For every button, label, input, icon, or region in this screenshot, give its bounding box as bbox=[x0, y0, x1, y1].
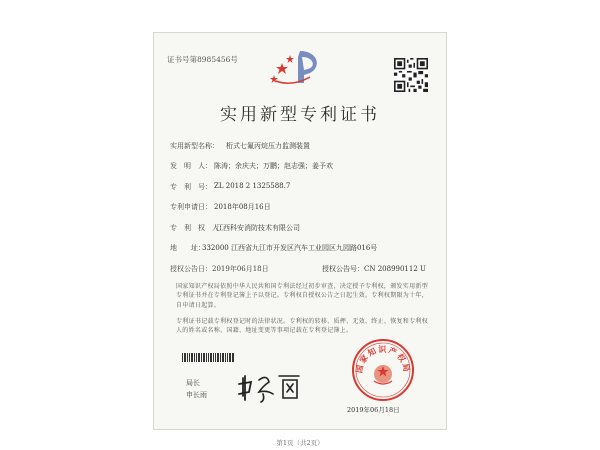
certificate-title: 实用新型专利证书 bbox=[220, 105, 380, 125]
director-name: 申长雨 bbox=[186, 391, 207, 399]
field-value-inventor: 陈涛；余庆夫；万鹏；赵志强；姜予欢 bbox=[214, 162, 333, 170]
field-label-inventor: 发 明 人： bbox=[170, 162, 212, 170]
barcode-icon bbox=[182, 353, 234, 362]
announce-date: 授权公告日：2019年06月18日 bbox=[170, 265, 269, 273]
announce-number: 授权公告号：CN 208990112 U bbox=[322, 265, 426, 273]
field-label-patentee: 专 利 权 人： bbox=[170, 224, 226, 232]
svg-text:国家知识产权局: 国家知识产权局 bbox=[354, 345, 412, 374]
director-signature-icon bbox=[237, 370, 305, 404]
field-value-patentee: 江西科安消防技术有限公司 bbox=[216, 224, 300, 232]
patent-certificate bbox=[153, 32, 447, 430]
field-label-address: 地 址： bbox=[170, 244, 205, 252]
field-label-utility-name: 实用新型名称： bbox=[170, 142, 219, 150]
field-value-address: 332000 江西省九江市开发区汽车工业园区九园路016号 bbox=[202, 244, 378, 252]
director-title: 局长 bbox=[186, 379, 200, 387]
field-label-patent-number: 专 利 号： bbox=[170, 183, 212, 191]
page-footer: 第1页（共2页） bbox=[276, 439, 324, 447]
field-value-utility-name: 桁式七氟丙烷压力监测装置 bbox=[226, 142, 310, 150]
field-label-application-date: 专利申请日： bbox=[170, 203, 212, 211]
cnipa-logo-icon bbox=[270, 47, 328, 87]
paragraph-legal-status: 专利证书记载专利权登记时的法律状况。专利权的转移、质押、无效、终止、恢复和专利权人的姓名或名称、国籍、地址变更等事项记载在专利登记簿上。 bbox=[176, 318, 429, 335]
official-seal-icon bbox=[350, 337, 416, 403]
seal-date: 2019年06月18日 bbox=[347, 406, 400, 414]
paragraph-grant: 国家知识产权局依照中华人民共和国专利法经过初步审查，决定授予专利权，颁发实用新型专利证书并在专利登记簿上予以登记。专利权自授权公告之日起生效。专利权期限为十年，自申请日起算。 bbox=[176, 283, 429, 309]
field-value-application-date: 2018年08月16日 bbox=[214, 203, 271, 211]
field-value-patent-number: ZL 2018 2 1325588.7 bbox=[214, 182, 291, 190]
qr-code-icon bbox=[394, 58, 428, 92]
certificate-number: 证书号第8985456号 bbox=[167, 55, 238, 64]
